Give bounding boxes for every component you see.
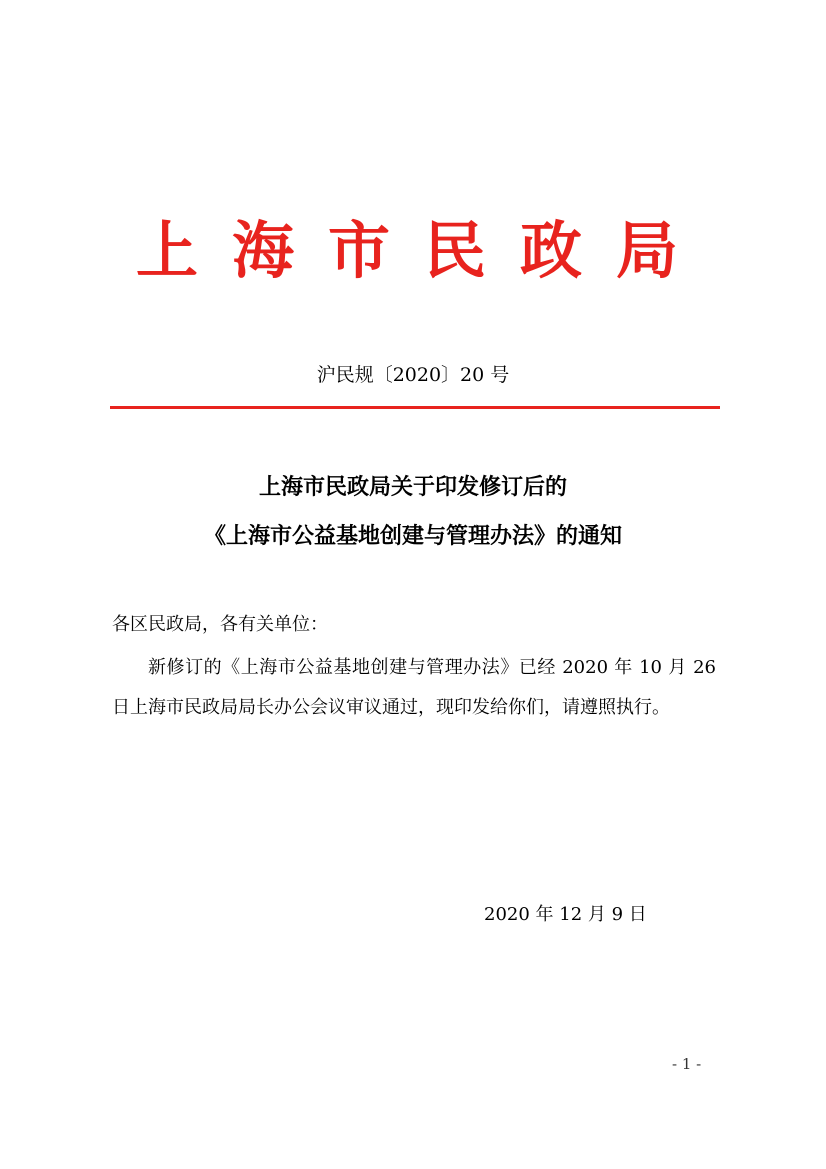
- issue-date: 2020 年 12 月 9 日: [484, 904, 647, 925]
- red-separator-line: [110, 406, 720, 409]
- document-number: 沪民规〔2020〕20 号: [316, 364, 510, 386]
- body-paragraph: 新修订的《上海市公益基地创建与管理办法》已经 2020 年 10 月 26 日上海市民政局局长办公会议审议通过，现印发给你们，请遵照执行。: [112, 657, 716, 718]
- issuer-name: 上海市民政局: [135, 214, 712, 287]
- page-number: - 1 -: [672, 1055, 702, 1073]
- document-title-line-1: 上海市民政局关于印发修订后的: [258, 475, 567, 500]
- salutation: 各区民政局，各有关单位：: [112, 614, 328, 635]
- document-title-line-2: 《上海市公益基地创建与管理办法》的通知: [203, 524, 622, 549]
